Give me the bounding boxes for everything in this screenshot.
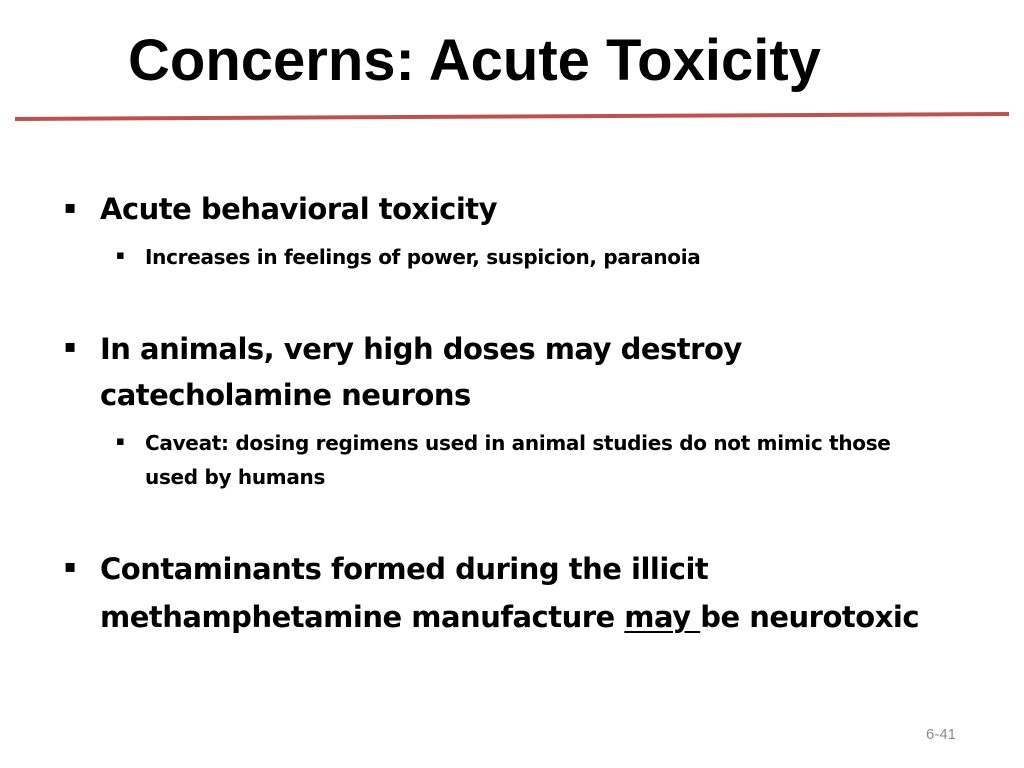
bullet-1-text: Acute behavioral toxicity [100, 192, 498, 226]
bullet-2-line-1: In animals, very high doses may destroy [100, 332, 742, 366]
bullet-3-line-1: Contaminants formed during the illicit [100, 552, 709, 586]
underlined-may: may [624, 600, 701, 634]
bullet-3-line-2 [100, 594, 980, 640]
bullet-marker: ▪ [64, 336, 77, 357]
bullet-3-line-2-pre: methamphetamine manufacture [100, 600, 625, 634]
slide-number: 6-41 [926, 726, 957, 743]
slide-title: Concerns: Acute Toxicity [128, 28, 821, 93]
bullet-2-sub-line-2: used by humans [145, 465, 326, 489]
sub-bullet-marker: ▪ [116, 434, 125, 449]
bullet-2-line-2: catecholamine neurons [100, 378, 471, 412]
bullet-2-sub-line-1: Caveat: dosing regimens used in animal studies do not mimic those [145, 431, 891, 455]
sub-bullet-marker: ▪ [116, 248, 125, 263]
bullet-1-sub-1-text: Increases in feelings of power, suspicion, paranoia [145, 245, 701, 269]
bullet-marker: ▪ [64, 556, 77, 577]
bullet-marker: ▪ [64, 197, 77, 218]
bullet-3-line-2-post: be neurotoxic [700, 600, 920, 634]
